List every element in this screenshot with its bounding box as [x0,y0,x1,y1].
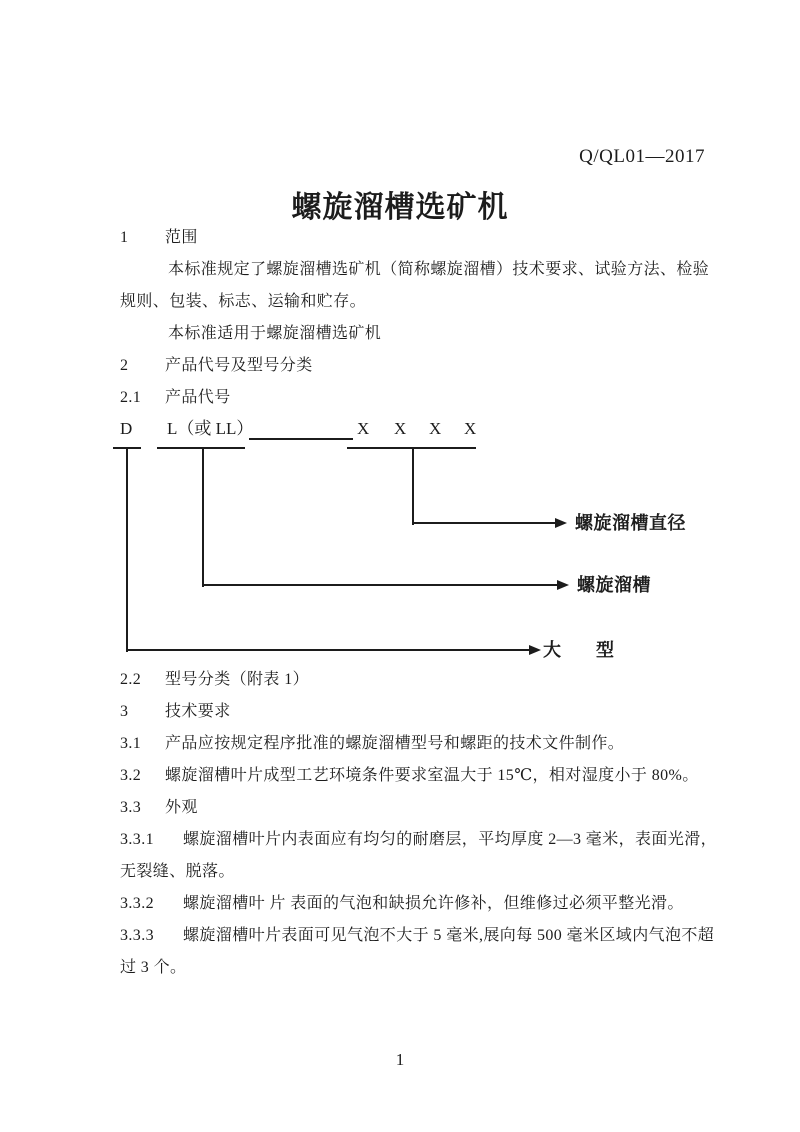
section-3-3-1-continuation: 无裂缝、脱落。 [120,863,235,880]
arrow-line-diameter [412,522,556,524]
section-text: 产品应按规定程序批准的螺旋溜槽型号和螺距的技术文件制作。 [165,735,625,752]
dropline-diameter [412,448,414,525]
section-3-heading [120,696,710,728]
section-3-3-3-continuation: 过 3 个。 [120,959,187,976]
section-number: 3.3.1 [120,831,154,848]
section-text: 螺旋溜槽叶片内表面应有均匀的耐磨层，平均厚度 2—3 毫米，表面光滑， [183,831,718,848]
page-title: 螺旋溜槽选矿机 [291,191,509,224]
section-number: 1 [120,229,129,246]
label-spiral-chute: 螺旋溜槽 [577,575,651,595]
code-letter-x: X [464,419,477,438]
section-2-2-heading [120,664,710,696]
section-number: 3 [120,703,129,720]
paragraph-line: 本标准规定了螺旋溜槽选矿机（简称螺旋溜槽）技术要求、试验方法、检验 [168,261,710,278]
section-3-1 [120,728,710,760]
section-number: 3.2 [120,767,142,784]
code-letter-d: D [120,419,133,438]
arrow-line-chute [202,584,558,586]
technical-requirements-block [120,664,718,984]
label-chute-diameter: 螺旋溜槽直径 [575,513,686,533]
section-number: 3.3 [120,799,142,816]
doc-number: Q/QL01—2017 [579,146,705,167]
section-title: 范围 [165,229,198,246]
dropline-chute [202,448,204,587]
section-title: 技术要求 [165,703,231,720]
arrow-line-large [126,649,530,651]
section-number: 2.1 [120,389,142,406]
section-2-heading [120,350,710,382]
label-type: 型 [596,640,615,660]
code-letter-x: X [429,419,442,438]
label-large: 大 [543,640,562,660]
section-1-heading [120,222,710,254]
arrowhead-icon [555,518,567,528]
section-scope-block [120,222,710,414]
section-number: 3.3.3 [120,927,154,944]
underline-l [157,447,245,449]
section-3-3-heading [120,792,710,824]
code-blank-line [249,419,353,440]
arrowhead-icon [529,645,541,655]
section-title: 型号分类（附表 1） [165,671,310,688]
section-number: 2.2 [120,671,142,688]
code-letter-l: L（或 LL） [167,419,254,438]
section-text: 螺旋溜槽叶 片 表面的气泡和缺损允许修补，但维修过必须平整光滑。 [183,895,684,912]
section-number: 3.3.2 [120,895,154,912]
section-3-3-1 [120,824,718,856]
section-title: 产品代号及型号分类 [165,357,313,374]
section-2-1-heading [120,382,710,414]
section-text: 螺旋溜槽叶片成型工艺环境条件要求室温大于 15℃，相对湿度小于 80%。 [165,767,699,784]
section-text: 螺旋溜槽叶片表面可见气泡不大于 5 毫米,展向每 500 毫米区域内气泡不超 [183,927,715,944]
page-number: 1 [395,1050,405,1069]
paragraph-line: 规则、包装、标志、运输和贮存。 [120,293,367,310]
code-letter-x: X [357,419,370,438]
arrowhead-icon [557,580,569,590]
section-3-3-2 [120,888,710,920]
paragraph-line: 本标准适用于螺旋溜槽选矿机 [168,325,382,342]
section-number: 3.1 [120,735,142,752]
code-letter-x: X [394,419,407,438]
section-title: 产品代号 [165,389,231,406]
section-3-3-3 [120,920,715,952]
dropline-large [126,448,128,652]
section-title: 外观 [165,799,198,816]
section-number: 2 [120,357,129,374]
section-3-2 [120,760,710,792]
